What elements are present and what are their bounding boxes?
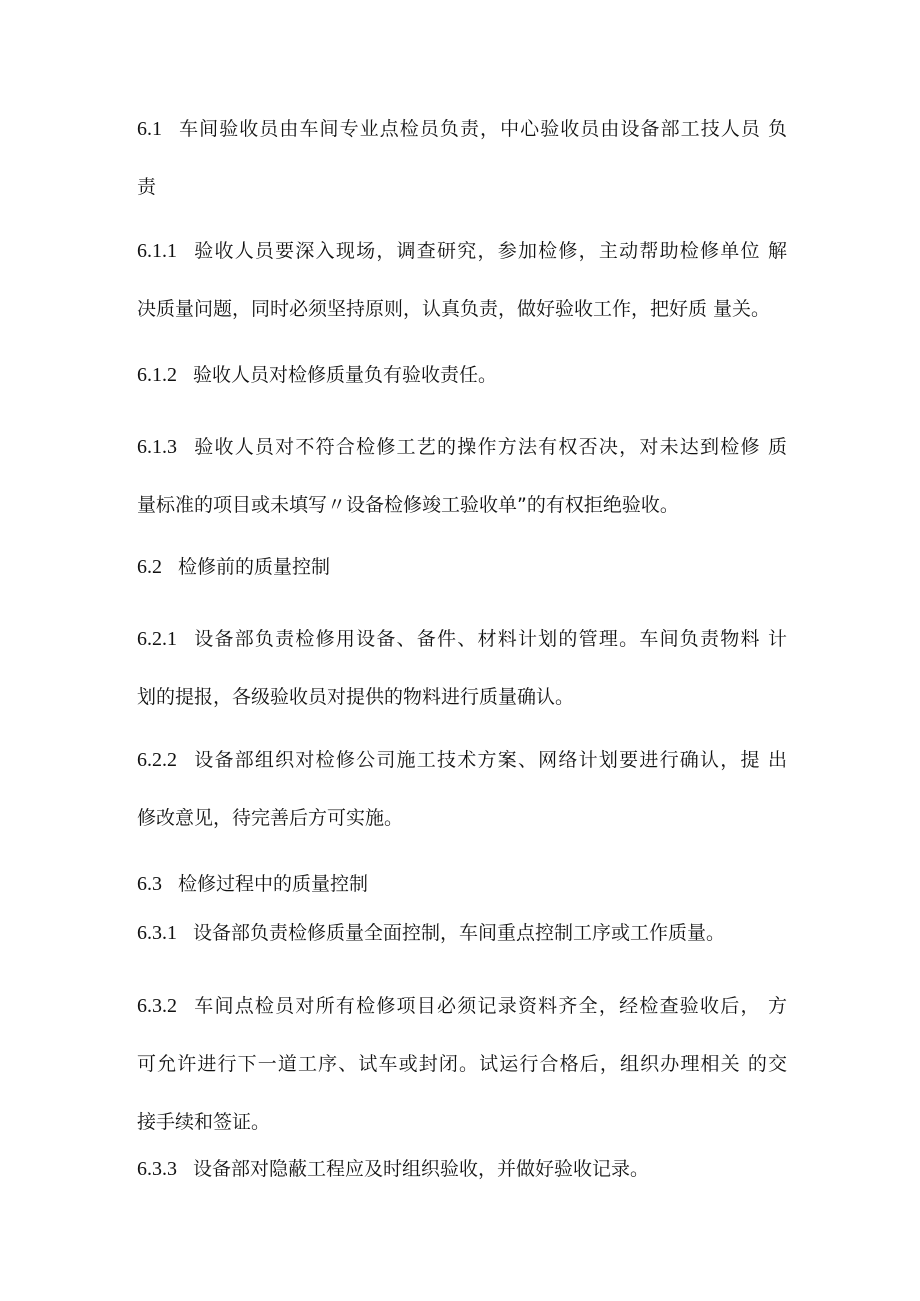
section-number: 6.2.2 — [137, 749, 177, 771]
section-text: 检修过程中的质量控制 — [178, 873, 369, 895]
section-number: 6.1.1 — [137, 240, 177, 262]
section-number: 6.3.1 — [137, 922, 177, 944]
section-text: 设备部对隐蔽工程应及时组织验收，并做好验收记录。 — [193, 1158, 650, 1180]
section-6-3-2 — [137, 977, 787, 1151]
section-number: 6.3.2 — [137, 995, 177, 1017]
section-number: 6.1.2 — [137, 364, 177, 386]
section-6-1 — [137, 100, 787, 216]
section-6-3-1 — [137, 904, 787, 962]
section-6-1-2 — [137, 346, 787, 404]
section-number: 6.2.1 — [137, 628, 177, 650]
section-number: 6.3.3 — [137, 1158, 177, 1180]
section-6-1-3 — [137, 418, 787, 534]
section-text: 接手续和签证。 — [137, 1111, 271, 1133]
section-6-1-1 — [137, 222, 787, 338]
section-text: 设备部负责检修用设备、备件、材料计划的管理。车间负责物料 计 — [193, 628, 787, 650]
section-number: 6.1 — [137, 118, 162, 140]
section-6-2-1 — [137, 610, 787, 726]
section-text: 车间点检员对所有检修项目必须记录资料齐全，经检查验收后， 方 — [193, 995, 787, 1017]
section-text: 验收人员要深入现场，调查研究，参加检修，主动帮助检修单位 解 — [193, 240, 787, 262]
section-number: 6.3 — [137, 873, 162, 895]
section-text: 量标准的项目或未填写〃设备检修竣工验收单”的有权拒绝验收。 — [137, 494, 679, 516]
section-6-2-2 — [137, 731, 787, 847]
section-text: 决质量问题，同时必须坚持原则，认真负责，做好验收工作，把好质 量关。 — [137, 298, 771, 320]
section-text: 可允许进行下一道工序、试车或封闭。试运行合格后，组织办理相关 的交 — [137, 1053, 787, 1075]
section-text: 责 — [137, 176, 157, 198]
section-text: 车间验收员由车间专业点检员负责，中心验收员由设备部工技人员 负 — [178, 118, 787, 140]
section-text: 修改意见，待完善后方可实施。 — [137, 807, 404, 829]
section-number: 6.1.3 — [137, 436, 177, 458]
section-text: 划的提报，各级验收员对提供的物料进行质量确认。 — [137, 686, 575, 708]
section-6-2 — [137, 538, 787, 596]
section-text: 验收人员对检修质量负有验收责任。 — [193, 364, 498, 386]
section-text: 设备部组织对检修公司施工技术方案、网络计划要进行确认，提 出 — [193, 749, 787, 771]
section-text: 检修前的质量控制 — [178, 556, 331, 578]
section-6-3-3 — [137, 1140, 787, 1198]
section-text: 设备部负责检修质量全面控制，车间重点控制工序或工作质量。 — [193, 922, 726, 944]
section-number: 6.2 — [137, 556, 162, 578]
section-text: 验收人员对不符合检修工艺的操作方法有权否决，对未达到检修 质 — [193, 436, 787, 458]
